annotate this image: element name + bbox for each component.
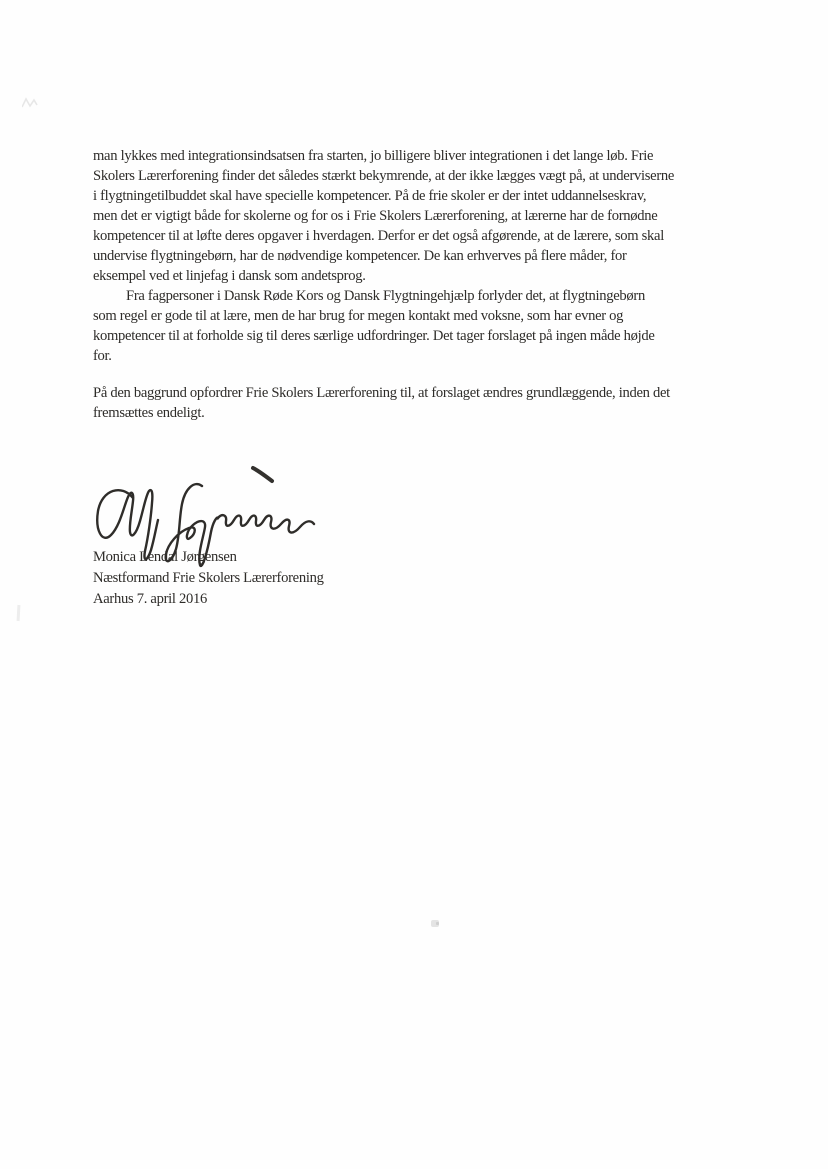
text-line: På den baggrund opfordrer Frie Skolers Lærerforening til, at forslaget ændres grundlæggende, inden det xyxy=(93,385,670,401)
signer-name: Monica Lendal Jørgensen xyxy=(93,549,237,565)
text-line: kompetencer til at forholde sig til deres særlige udfordringer. Det tager forslaget på ingen måde højde xyxy=(93,328,655,344)
text-line: Skolers Lærerforening finder det således stærkt bekymrende, at der ikke lægges vægt på, at underviserne xyxy=(93,168,675,184)
pen-stroke-mark xyxy=(253,468,272,481)
closing-paragraph xyxy=(93,383,670,423)
text-line: for. xyxy=(93,348,112,364)
signature-block xyxy=(93,547,324,610)
text-line: man lykkes med integrationsindsatsen fra starten, jo billigere bliver integrationen i det lange løb. Frie xyxy=(93,148,654,164)
text-line: i flygtningetilbuddet skal have specielle kompetencer. På de frie skoler er der intet uddannelseskrav, xyxy=(93,188,647,204)
text-line: men det er vigtigt både for skolerne og for os i Frie Skolers Lærerforening, at lærerne har de fornødne xyxy=(93,208,658,224)
scan-artifact-dash xyxy=(17,605,21,621)
text-line: som regel er gode til at lære, men de har brug for megen kontakt med voksne, som har evner og xyxy=(93,308,624,324)
text-line: undervise flygtningebørn, har de nødvendige kompetencer. De kan erhverves på flere måder, for xyxy=(93,248,627,264)
signature-date: Aarhus 7. april 2016 xyxy=(93,591,207,607)
signer-title: Næstformand Frie Skolers Lærerforening xyxy=(93,570,324,586)
letter-body xyxy=(93,146,674,366)
scan-artifact-mark xyxy=(22,97,38,109)
text-line: fremsættes endeligt. xyxy=(93,405,205,421)
scan-artifact-speck xyxy=(436,922,439,925)
text-line: kompetencer til at løfte deres opgaver i hverdagen. Derfor er det også afgørende, at de lærere, som skal xyxy=(93,228,664,244)
text-line: eksempel ved et linjefag i dansk som andetsprog. xyxy=(93,268,366,284)
scan-artifact-speck xyxy=(431,920,439,927)
text-line: Fra fagpersoner i Dansk Røde Kors og Dansk Flygtningehjælp forlyder det, at flygtningebørn xyxy=(126,288,645,304)
